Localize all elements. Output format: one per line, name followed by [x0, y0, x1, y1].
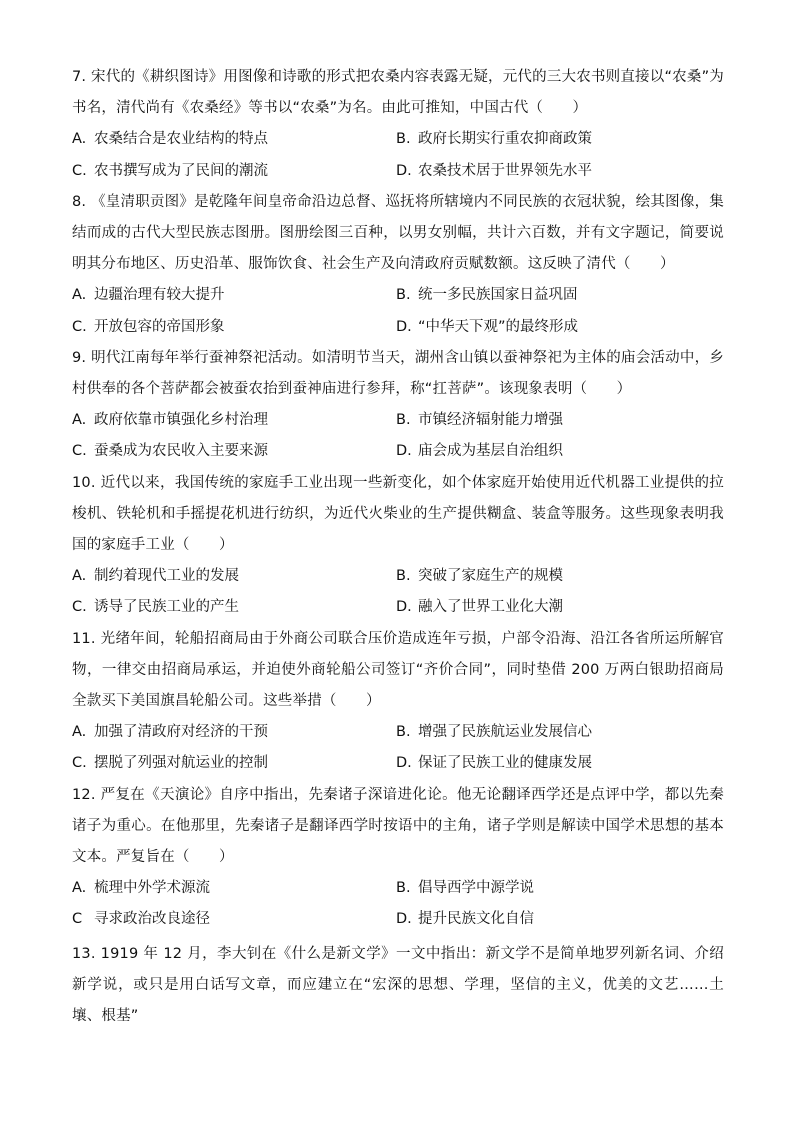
option-text: 蚕桑成为农民收入主要来源 — [94, 443, 268, 460]
option-letter: A. — [72, 724, 87, 741]
option-c — [72, 592, 396, 623]
option-letter: A. — [72, 568, 87, 585]
option-text: 农桑技术居于世界领先水平 — [418, 162, 592, 179]
question-10 — [72, 468, 724, 624]
option-grid — [72, 873, 724, 935]
option-letter: D. — [396, 443, 412, 460]
option-d — [396, 436, 724, 467]
option-d — [396, 592, 724, 623]
option-letter: B. — [396, 724, 411, 741]
option-text: 政府长期实行重农抑商政策 — [418, 131, 592, 148]
option-b — [396, 873, 724, 904]
option-letter: D. — [396, 318, 412, 335]
option-d — [396, 748, 724, 779]
option-text: 制约着现代工业的发展 — [94, 568, 239, 585]
option-text: 融入了世界工业化大潮 — [418, 599, 563, 616]
option-text: 庙会成为基层自治组织 — [418, 443, 563, 460]
option-a — [72, 124, 396, 155]
option-letter: A. — [72, 412, 87, 429]
option-letter: B. — [396, 568, 411, 585]
option-b — [396, 561, 724, 592]
question-stem: 11. 光绪年间，轮船招商局由于外商公司联合压价造成连年亏损，户部令沿海、沿江各省所运所解官物，一律交由招商局承运，并迫使外商轮船公司签订“齐价合同”，同时垫借 200 万两白银助招商局全款买下美国旗昌轮船公司。这些举措（ ） — [72, 630, 724, 710]
option-text: 摆脱了列强对航运业的控制 — [94, 755, 268, 772]
option-text: 寻求政治改良途径 — [94, 911, 210, 928]
option-d — [396, 312, 724, 343]
option-c — [72, 748, 396, 779]
option-a — [72, 561, 396, 592]
option-text: 诱导了民族工业的产生 — [94, 599, 239, 616]
option-b — [396, 717, 724, 748]
option-text: 突破了家庭生产的规模 — [418, 568, 563, 585]
option-text: 政府依靠市镇强化乡村治理 — [94, 412, 268, 429]
option-letter: C. — [72, 162, 87, 179]
option-c — [72, 436, 396, 467]
question-stem: 12. 严复在《天演论》自序中指出，先秦诸子深谙进化论。他无论翻译西学还是点评中学，都以先秦诸子为重心。在他那里，先秦诸子是翻译西学时按语中的主角，诸子学则是解读中国学术思想的基本文本。严复旨在（ ） — [72, 786, 724, 866]
question-stem: 13. 1919 年 12 月，李大钊在《什么是新文学》一文中指出：新文学不是简单地罗列新名词、介绍新学说，或只是用白话写文章，而应建立在“宏深的思想、学理，坚信的主义，优美的文艺……土壤、根基” — [72, 945, 724, 1025]
option-a — [72, 717, 396, 748]
question-9 — [72, 343, 724, 468]
option-b — [396, 280, 724, 311]
option-grid — [72, 280, 724, 342]
option-letter: C. — [72, 599, 87, 616]
option-text: “中华天下观”的最终形成 — [418, 318, 579, 335]
option-letter: D. — [396, 911, 412, 928]
option-letter: B. — [396, 412, 411, 429]
option-text: 梳理中外学术源流 — [94, 880, 210, 897]
option-text: 市镇经济辐射能力增强 — [418, 412, 563, 429]
question-list — [72, 62, 724, 1032]
option-a — [72, 873, 396, 904]
question-8 — [72, 187, 724, 343]
option-letter: D. — [396, 755, 412, 772]
question-13 — [72, 939, 724, 1033]
option-grid — [72, 561, 724, 623]
option-letter: C — [72, 911, 83, 928]
option-letter: C. — [72, 443, 87, 460]
question-12 — [72, 780, 724, 936]
option-letter: A. — [72, 880, 87, 897]
option-letter: C. — [72, 318, 87, 335]
question-11 — [72, 624, 724, 780]
option-c — [72, 312, 396, 343]
option-text: 统一多民族国家日益巩固 — [418, 287, 578, 304]
option-text: 开放包容的帝国形象 — [94, 318, 225, 335]
option-c — [72, 904, 396, 935]
option-d — [396, 904, 724, 935]
option-text: 加强了清政府对经济的干预 — [94, 724, 268, 741]
question-stem: 10. 近代以来，我国传统的家庭手工业出现一些新变化，如个体家庭开始使用近代机器工业提供的拉梭机、铁轮机和手摇提花机进行纺织，为近代火柴业的生产提供糊盒、装盒等服务。这些现象表明我国的家庭手工业（ ） — [72, 474, 724, 554]
option-text: 增强了民族航运业发展信心 — [418, 724, 592, 741]
option-grid — [72, 717, 724, 779]
option-c — [72, 156, 396, 187]
option-text: 倡导西学中源学说 — [418, 880, 534, 897]
option-letter: B. — [396, 131, 411, 148]
option-a — [72, 405, 396, 436]
option-grid — [72, 405, 724, 467]
option-text: 农书撰写成为了民间的潮流 — [94, 162, 268, 179]
option-letter: B. — [396, 880, 411, 897]
option-a — [72, 280, 396, 311]
option-letter: A. — [72, 131, 87, 148]
question-stem: 7. 宋代的《耕织图诗》用图像和诗歌的形式把农桑内容表露无疑，元代的三大农书则直接以“农桑”为书名，清代尚有《农桑经》等书以“农桑”为名。由此可推知，中国古代（ ） — [72, 69, 724, 117]
option-b — [396, 405, 724, 436]
option-text: 提升民族文化自信 — [418, 911, 534, 928]
option-text: 农桑结合是农业结构的特点 — [94, 131, 268, 148]
option-letter: A. — [72, 287, 87, 304]
option-grid — [72, 124, 724, 186]
option-letter: D. — [396, 599, 412, 616]
option-letter: C. — [72, 755, 87, 772]
option-d — [396, 156, 724, 187]
question-stem: 8. 《皇清职贡图》是乾隆年间皇帝命沿边总督、巡抚将所辖境内不同民族的衣冠状貌，绘其图像，集结而成的古代大型民族志图册。图册绘图三百种，以男女别幅，共计六百数，并有文字题记，简要说明其分布地区、历史沿革、服饰饮食、社会生产及向清政府贡赋数额。这反映了清代（ ） — [72, 193, 724, 273]
question-7 — [72, 62, 724, 187]
option-text: 保证了民族工业的健康发展 — [418, 755, 592, 772]
option-letter: D. — [396, 162, 412, 179]
option-text: 边疆治理有较大提升 — [94, 287, 225, 304]
option-b — [396, 124, 724, 155]
option-letter: B. — [396, 287, 411, 304]
question-stem: 9. 明代江南每年举行蚕神祭祀活动。如清明节当天，湖州含山镇以蚕神祭祀为主体的庙会活动中，乡村供奉的各个菩萨都会被蚕农抬到蚕神庙进行参拜，称“扛菩萨”。该现象表明（ ） — [72, 349, 724, 398]
